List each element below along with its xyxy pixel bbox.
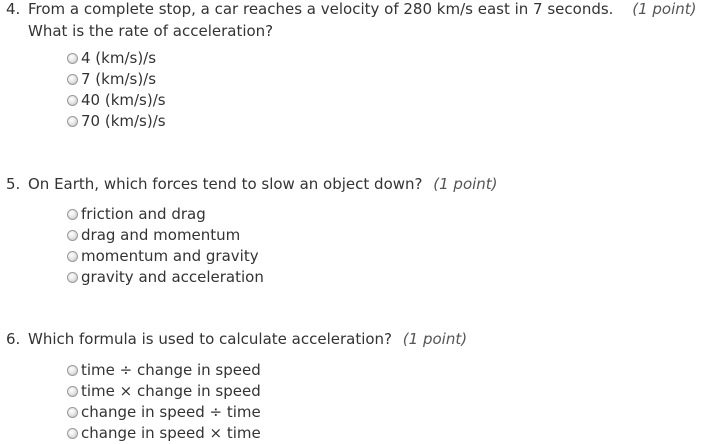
answer-label: drag and momentum: [81, 226, 241, 244]
question-text: [28, 0, 697, 20]
answer-label: friction and drag: [81, 205, 206, 223]
answer-label: 40 (km/s)/s: [81, 91, 166, 109]
question-number: 5.: [6, 175, 21, 193]
question-number: 4.: [6, 0, 21, 18]
radio-button[interactable]: [67, 230, 78, 241]
answer-label: gravity and acceleration: [81, 268, 264, 286]
radio-button[interactable]: [67, 272, 78, 283]
answer-option[interactable]: [67, 402, 261, 423]
question-6: [0, 328, 714, 442]
answer-option[interactable]: [67, 225, 264, 246]
radio-button[interactable]: [67, 53, 78, 64]
answer-option[interactable]: [67, 267, 264, 288]
answer-option[interactable]: [67, 423, 261, 444]
question-points: (1 point): [632, 0, 697, 18]
answer-option[interactable]: [67, 381, 261, 402]
answer-option[interactable]: [67, 48, 166, 69]
answer-label: momentum and gravity: [81, 247, 259, 265]
answer-option[interactable]: [67, 111, 166, 132]
question-prompt: On Earth, which forces tend to slow an object down?: [28, 175, 423, 193]
answer-label: 70 (km/s)/s: [81, 112, 166, 130]
answer-option[interactable]: [67, 360, 261, 381]
radio-button[interactable]: [67, 365, 78, 376]
question-points: (1 point): [433, 175, 498, 193]
question-text: [28, 173, 498, 195]
answer-label: time × change in speed: [81, 382, 261, 400]
question-prompt-continued: What is the rate of acceleration?: [28, 22, 274, 40]
question-5-header: [0, 173, 714, 195]
answer-option[interactable]: [67, 246, 264, 267]
answer-label: 7 (km/s)/s: [81, 70, 157, 88]
question-text: [28, 328, 467, 350]
radio-button[interactable]: [67, 74, 78, 85]
radio-button[interactable]: [67, 407, 78, 418]
answer-option[interactable]: [67, 204, 264, 225]
radio-button[interactable]: [67, 428, 78, 439]
answer-options: [67, 204, 264, 288]
answer-label: change in speed ÷ time: [81, 403, 261, 421]
question-4-line2: [0, 20, 714, 42]
answer-option[interactable]: [67, 90, 166, 111]
question-prompt: From a complete stop, a car reaches a velocity of 280 km/s east in 7 seconds.: [28, 0, 614, 18]
radio-button[interactable]: [67, 116, 78, 127]
radio-button[interactable]: [67, 251, 78, 262]
question-points: (1 point): [402, 330, 468, 348]
question-number: 6.: [6, 330, 21, 348]
answer-option[interactable]: [67, 69, 166, 90]
answer-label: 4 (km/s)/s: [81, 49, 157, 67]
answer-options: [67, 360, 261, 444]
radio-button[interactable]: [67, 209, 78, 220]
question-5: [0, 173, 714, 286]
question-6-header: [0, 328, 714, 350]
answer-label: time ÷ change in speed: [81, 361, 261, 379]
question-prompt: Which formula is used to calculate acceleration?: [28, 330, 393, 348]
answer-label: change in speed × time: [81, 424, 261, 442]
answer-options: [67, 48, 166, 132]
radio-button[interactable]: [67, 386, 78, 397]
radio-button[interactable]: [67, 95, 78, 106]
question-4: [0, 0, 714, 130]
question-4-header: [0, 0, 714, 20]
